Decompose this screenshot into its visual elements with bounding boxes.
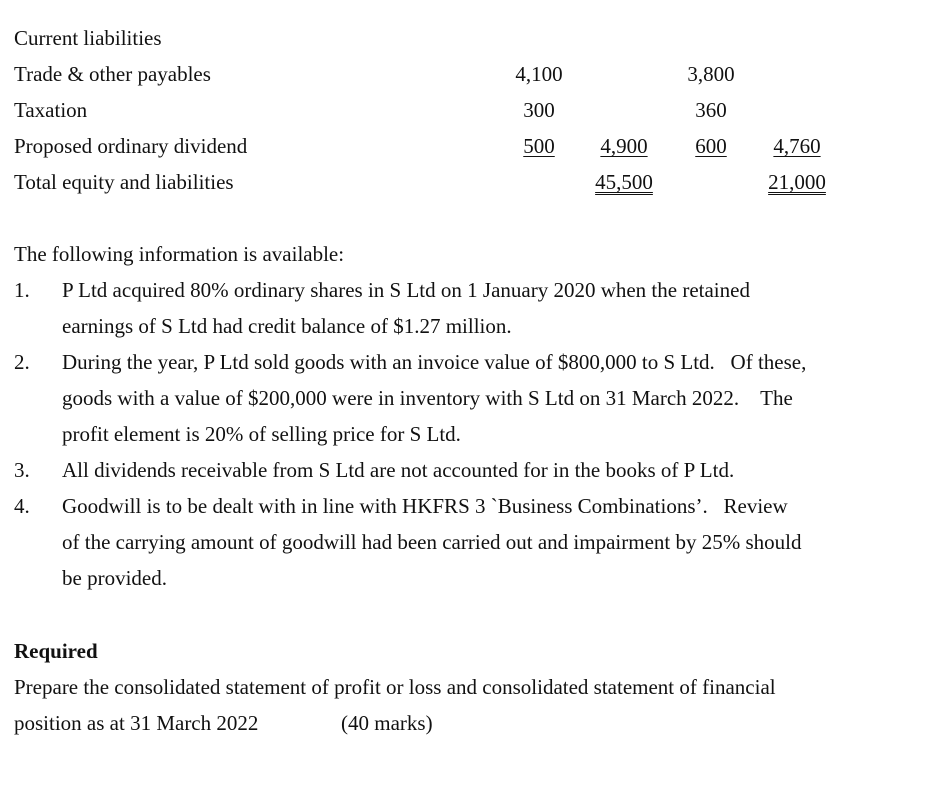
note-number: 3. xyxy=(14,458,30,482)
note-number: 2. xyxy=(14,350,30,374)
s-ltd-subtotal-cell xyxy=(757,136,837,157)
note-line: be provided. xyxy=(62,566,167,590)
note-line: All dividends receivable from S Ltd are not accounted for in the books of P Ltd. xyxy=(62,458,735,482)
note-number: 4. xyxy=(14,494,30,518)
s-ltd-item-cell xyxy=(671,136,751,157)
note-line: During the year, P Ltd sold goods with an invoice value of $800,000 to S Ltd. Of these, xyxy=(62,350,807,374)
note-number: 1. xyxy=(14,278,30,302)
row-label: Proposed ordinary dividend xyxy=(14,134,248,158)
required-heading: Required xyxy=(14,639,98,663)
row-label: Taxation xyxy=(14,98,88,122)
section-heading-current-liabilities: Current liabilities xyxy=(14,26,162,50)
note-line: P Ltd acquired 80% ordinary shares in S Ltd on 1 January 2020 when the retained xyxy=(62,278,750,302)
information-intro: The following information is available: xyxy=(14,242,345,266)
p-ltd-item-cell xyxy=(499,136,579,157)
p-ltd-subtotal-value: 4,900 xyxy=(600,134,648,158)
required-line: position as at 31 March 2022 xyxy=(14,711,259,735)
p-ltd-total-value: 45,500 xyxy=(595,170,653,194)
p-ltd-total-cell xyxy=(584,172,664,193)
s-ltd-total-cell xyxy=(757,172,837,193)
s-ltd-item-value: 3,800 xyxy=(687,62,735,86)
p-ltd-subtotal-cell xyxy=(584,136,664,157)
s-ltd-subtotal-value: 4,760 xyxy=(773,134,821,158)
marks-label: (40 marks) xyxy=(341,711,433,735)
p-ltd-item-value: 500 xyxy=(523,134,555,158)
p-ltd-item-value: 300 xyxy=(523,98,555,122)
note-line: of the carrying amount of goodwill had been carried out and impairment by 25% should xyxy=(62,530,802,554)
note-line: goods with a value of $200,000 were in inventory with S Ltd on 31 March 2022. The xyxy=(62,386,793,410)
row-label: Total equity and liabilities xyxy=(14,170,234,194)
required-line: Prepare the consolidated statement of profit or loss and consolidated statement of financial xyxy=(14,675,776,699)
p-ltd-item-value: 4,100 xyxy=(515,62,563,86)
s-ltd-item-value: 600 xyxy=(695,134,727,158)
note-line: Goodwill is to be dealt with in line with HKFRS 3 `Business Combinations’. Review xyxy=(62,494,788,518)
s-ltd-total-value: 21,000 xyxy=(768,170,826,194)
s-ltd-item-value: 360 xyxy=(695,98,727,122)
note-line: earnings of S Ltd had credit balance of $1.27 million. xyxy=(62,314,512,338)
row-label: Trade & other payables xyxy=(14,62,211,86)
note-line: profit element is 20% of selling price for S Ltd. xyxy=(62,422,461,446)
